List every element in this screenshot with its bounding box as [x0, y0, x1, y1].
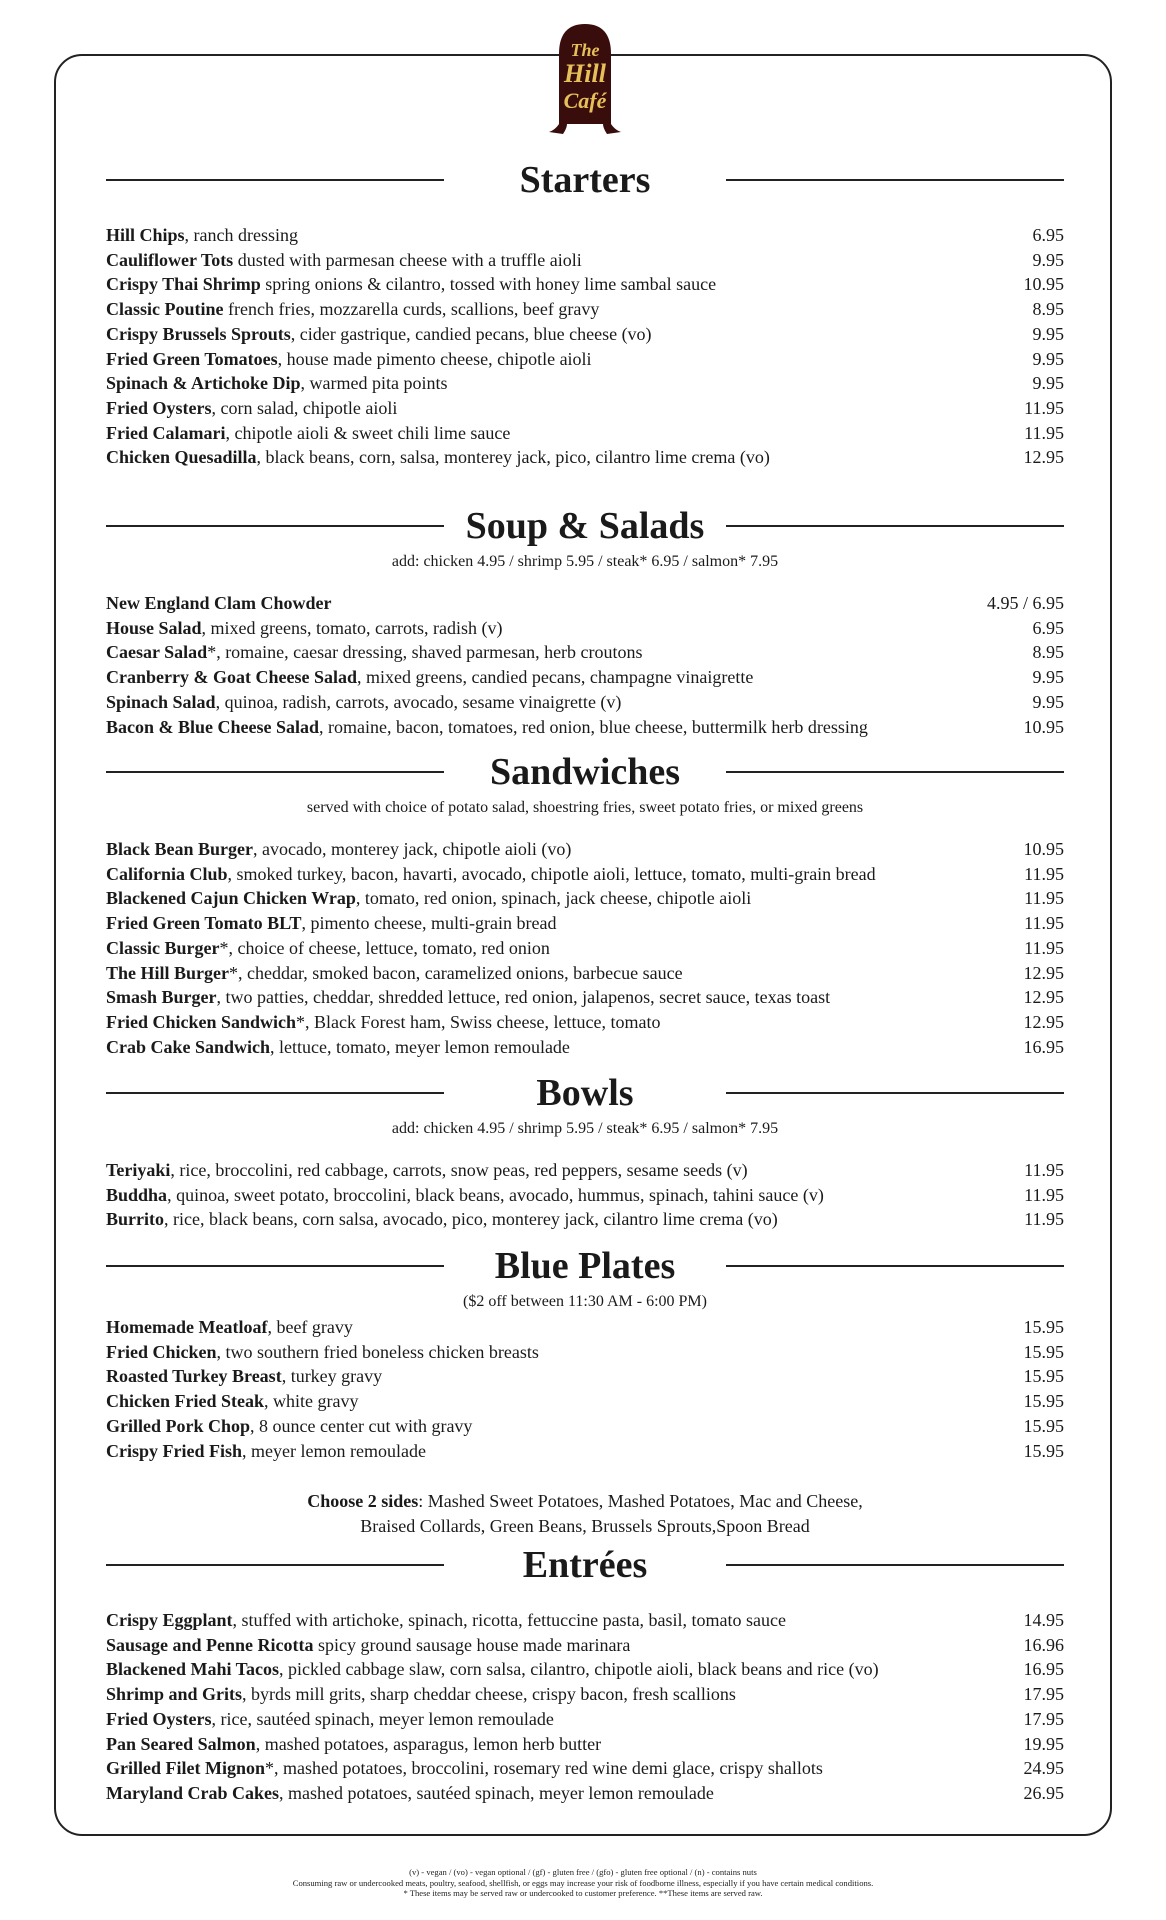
menu-item-price: 15.95 — [1023, 1415, 1064, 1436]
menu-item — [106, 272, 1064, 297]
divider-rule — [726, 771, 1064, 773]
sides-note — [106, 1489, 1064, 1538]
menu-item-text — [106, 1732, 601, 1757]
menu-item — [106, 886, 1064, 911]
menu-item-description: , mashed potatoes, asparagus, lemon herb butter — [255, 1733, 602, 1754]
section-sandwiches — [106, 749, 1064, 1059]
menu-item-text — [106, 1633, 630, 1658]
menu-item-description: , stuffed with artichoke, spinach, ricotta, fettuccine pasta, basil, tomato sauce — [232, 1610, 787, 1630]
section-bowls — [106, 1070, 1064, 1232]
section-entrees — [106, 1542, 1064, 1806]
menu-item-description: , tomato, red onion, spinach, jack cheese, chipotle aioli — [355, 888, 752, 909]
menu-item — [106, 421, 1064, 446]
menu-item-name: Blackened Cajun Chicken Wrap — [106, 888, 356, 909]
menu-item-text — [106, 1340, 539, 1365]
hill-cafe-logo — [545, 20, 625, 138]
menu-item-text — [106, 837, 571, 862]
item-list — [106, 223, 1064, 470]
menu-item-name: Fried Calamari — [106, 422, 226, 443]
menu-item-text — [106, 1756, 823, 1781]
menu-item-name: Bacon & Blue Cheese Salad — [106, 716, 320, 737]
menu-item — [106, 1707, 1064, 1732]
menu-item-name: Pan Seared Salmon — [106, 1733, 256, 1754]
menu-item — [106, 837, 1064, 862]
menu-item-name: Chicken Fried Steak — [106, 1391, 265, 1412]
menu-item-name: Fried Green Tomatoes — [106, 348, 278, 369]
menu-item-text — [106, 347, 592, 372]
menu-item-description: *, cheddar, smoked bacon, caramelized onions, barbecue sauce — [229, 962, 683, 983]
menu-item-description: , rice, black beans, corn salsa, avocado, pico, monterey jack, cilantro lime crema (vo) — [164, 1209, 778, 1230]
menu-item-text — [106, 616, 502, 641]
section-header — [106, 1542, 1064, 1588]
menu-item-text — [106, 1707, 554, 1732]
menu-item-description: , beef gravy — [267, 1317, 353, 1337]
menu-item-description: , pimento cheese, multi-grain bread — [301, 913, 557, 934]
divider-rule — [106, 179, 444, 181]
footer-raw-note: * These items may be served raw or undercooked to customer preference. **These items are served raw. — [403, 1888, 763, 1898]
menu-item-text — [106, 961, 683, 986]
menu-item-text — [106, 1035, 570, 1060]
menu-item — [106, 1732, 1064, 1757]
menu-item-text — [106, 248, 582, 273]
menu-item-name: New England Clam Chowder — [106, 593, 332, 613]
menu-item-price: 9.95 — [1032, 249, 1064, 270]
menu-item-text — [106, 1207, 778, 1232]
menu-item-description: , pickled cabbage slaw, corn salsa, cilantro, chipotle aioli, black beans and rice (vo) — [279, 1659, 879, 1680]
menu-item-price: 9.95 — [1032, 323, 1064, 344]
menu-item-description: , two southern fried boneless chicken breasts — [216, 1341, 539, 1362]
menu-item-text — [106, 1315, 353, 1340]
menu-item-text — [106, 690, 621, 715]
menu-item — [106, 1657, 1064, 1682]
menu-item-name: Cauliflower Tots — [106, 249, 234, 270]
menu-item-name: Grilled Pork Chop — [106, 1415, 251, 1436]
sides-label: Choose 2 sides — [307, 1491, 419, 1512]
section-blue-plates — [106, 1243, 1064, 1538]
menu-item — [106, 1389, 1064, 1414]
menu-item-name: California Club — [106, 863, 228, 884]
menu-item-description: , avocado, monterey jack, chipotle aioli (vo) — [253, 839, 572, 859]
menu-item-description: *, romaine, caesar dressing, shaved parmesan, herb croutons — [207, 642, 643, 663]
menu-item — [106, 1439, 1064, 1464]
menu-item-price: 11.95 — [1024, 863, 1064, 884]
menu-item-description: , romaine, bacon, tomatoes, red onion, blue cheese, buttermilk herb dressing — [319, 716, 868, 737]
menu-item-description: , mashed potatoes, sautéed spinach, meyer lemon remoulade — [279, 1782, 714, 1803]
menu-item-name: Spinach & Artichoke Dip — [106, 373, 301, 394]
divider-rule — [726, 525, 1064, 527]
logo-line-3: Café — [563, 88, 607, 113]
menu-item-text — [106, 396, 397, 421]
menu-item — [106, 1010, 1064, 1035]
divider-rule — [726, 1564, 1064, 1566]
menu-item-description: , quinoa, sweet potato, broccolini, black beans, avocado, hummus, spinach, tahini sauce (v) — [167, 1184, 824, 1205]
menu-item-price: 26.95 — [1023, 1782, 1064, 1803]
item-list — [106, 1158, 1064, 1232]
menu-item-description: french fries, mozzarella curds, scallions, beef gravy — [223, 299, 600, 320]
menu-item-name: Crab Cake Sandwich — [106, 1036, 271, 1057]
menu-item-name: Fried Oysters — [106, 397, 212, 418]
section-title: Entrées — [522, 1544, 648, 1586]
menu-item-name: Maryland Crab Cakes — [106, 1782, 280, 1803]
menu-item-name: Spinach Salad — [106, 691, 216, 712]
menu-item — [106, 1364, 1064, 1389]
menu-item-name: Roasted Turkey Breast — [106, 1366, 282, 1387]
menu-item-text — [106, 911, 556, 936]
menu-item-name: Hill Chips — [106, 225, 185, 245]
menu-item-description: , ranch dressing — [184, 225, 298, 245]
menu-item-text — [106, 297, 599, 322]
menu-item — [106, 1608, 1064, 1633]
footer-warning: Consuming raw or undercooked meats, poultry, seafood, shellfish, or eggs may increase your risk of foodborne illness, especially if you have certain medical conditions. — [292, 1877, 874, 1888]
menu-item-text — [106, 591, 332, 616]
section-title: Bowls — [536, 1072, 634, 1114]
menu-item-text — [106, 1608, 786, 1633]
menu-item-price: 11.95 — [1024, 1209, 1064, 1230]
divider-rule — [726, 1265, 1064, 1267]
menu-item-text — [106, 1657, 879, 1682]
menu-item-name: Homemade Meatloaf — [106, 1317, 268, 1337]
menu-item — [106, 961, 1064, 986]
footer-legend: (v) - vegan / (vo) - vegan optional / (gf) - gluten free / (gfo) - gluten free optional / (n) - contains nuts — [409, 1867, 757, 1877]
menu-item-description: , chipotle aioli & sweet chili lime sauce — [225, 422, 511, 443]
menu-item-description: spring onions & cilantro, tossed with honey lime sambal sauce — [260, 274, 717, 295]
section-subtitle: ($2 off between 11:30 AM - 6:00 PM) — [463, 1293, 707, 1310]
menu-item-price: 24.95 — [1023, 1758, 1064, 1779]
section-header — [106, 1070, 1064, 1116]
menu-item-price: 14.95 — [1023, 1610, 1064, 1630]
menu-item-price: 11.95 — [1024, 1160, 1064, 1180]
section-title: Soup & Salads — [465, 505, 705, 547]
menu-item-name: The Hill Burger — [106, 962, 229, 983]
menu-item-description: , rice, sautéed spinach, meyer lemon remoulade — [211, 1708, 554, 1729]
menu-item — [106, 715, 1064, 740]
sides-line-2: Braised Collards, Green Beans, Brussels Sprouts,Spoon Bread — [360, 1515, 810, 1536]
menu-item-price: 16.95 — [1023, 1659, 1064, 1680]
section-title: Blue Plates — [494, 1245, 676, 1287]
divider-rule — [106, 1564, 444, 1566]
menu-item — [106, 1207, 1064, 1232]
menu-item — [106, 1414, 1064, 1439]
divider-rule — [726, 179, 1064, 181]
menu-item — [106, 445, 1064, 470]
divider-rule — [106, 1092, 444, 1094]
menu-item — [106, 911, 1064, 936]
menu-item — [106, 616, 1064, 641]
menu-item-text — [106, 1389, 359, 1414]
menu-item-price: 8.95 — [1032, 299, 1064, 320]
section-starters — [106, 157, 1064, 470]
menu-item-price: 9.95 — [1032, 373, 1064, 394]
menu-item-price: 4.95 / 6.95 — [986, 593, 1064, 613]
divider-rule — [726, 1092, 1064, 1094]
menu-item-name: Fried Green Tomato BLT — [106, 913, 302, 934]
menu-item-description: , warmed pita points — [300, 373, 448, 394]
menu-item-name: Grilled Filet Mignon — [106, 1758, 265, 1779]
footer-notes — [0, 1867, 1166, 1899]
menu-item — [106, 1183, 1064, 1208]
menu-item — [106, 665, 1064, 690]
menu-item-name: Sausage and Penne Ricotta — [106, 1634, 314, 1655]
menu-item-price: 11.95 — [1024, 422, 1064, 443]
menu-item-description: , quinoa, radish, carrots, avocado, sesame vinaigrette (v) — [215, 691, 622, 712]
menu-item-name: Teriyaki — [106, 1160, 171, 1180]
menu-item-text — [106, 1183, 824, 1208]
menu-item — [106, 1158, 1064, 1183]
menu-item-price: 9.95 — [1032, 667, 1064, 688]
section-soup-salads — [106, 503, 1064, 739]
menu-item-text — [106, 985, 830, 1010]
item-list — [106, 1315, 1064, 1463]
menu-item-description: , rice, broccolini, red cabbage, carrots, snow peas, red peppers, sesame seeds (v) — [170, 1160, 748, 1180]
menu-item-text — [106, 1158, 748, 1183]
menu-item-price: 10.95 — [1023, 274, 1064, 295]
menu-item — [106, 1315, 1064, 1340]
menu-item — [106, 862, 1064, 887]
menu-item-text — [106, 1682, 736, 1707]
menu-item-name: Fried Chicken — [106, 1341, 217, 1362]
divider-rule — [106, 1265, 444, 1267]
menu-item-price: 6.95 — [1032, 617, 1064, 638]
menu-item-price: 6.95 — [1032, 225, 1064, 245]
menu-item-description: , meyer lemon remoulade — [242, 1440, 426, 1461]
menu-item-price: 12.95 — [1023, 447, 1064, 468]
menu-item-name: Crispy Thai Shrimp — [106, 274, 261, 295]
menu-item — [106, 591, 1064, 616]
section-header — [106, 503, 1064, 549]
menu-item — [106, 1035, 1064, 1060]
menu-item-text — [106, 421, 510, 446]
menu-item-price: 19.95 — [1023, 1733, 1064, 1754]
menu-item-text — [106, 1781, 714, 1806]
menu-item-description: *, Black Forest ham, Swiss cheese, lettuce, tomato — [296, 1011, 661, 1032]
menu-item-price: 10.95 — [1023, 716, 1064, 737]
menu-item-description: *, choice of cheese, lettuce, tomato, red onion — [219, 937, 550, 958]
menu-item-description: , smoked turkey, bacon, havarti, avocado, chipotle aioli, lettuce, tomato, multi-grain bread — [227, 863, 876, 884]
menu-item-text — [106, 223, 298, 248]
menu-item-description: *, mashed potatoes, broccolini, rosemary red wine demi glace, crispy shallots — [265, 1758, 823, 1779]
item-list — [106, 1608, 1064, 1806]
menu-item-price: 11.95 — [1024, 937, 1064, 958]
menu-item-text — [106, 1414, 472, 1439]
menu-item — [106, 936, 1064, 961]
menu-item-description: , house made pimento cheese, chipotle aioli — [277, 348, 592, 369]
menu-item — [106, 322, 1064, 347]
menu-item — [106, 347, 1064, 372]
section-title: Starters — [519, 159, 651, 201]
menu-item — [106, 640, 1064, 665]
menu-item-name: Cranberry & Goat Cheese Salad — [106, 667, 357, 688]
item-list — [106, 837, 1064, 1059]
menu-item-price: 15.95 — [1023, 1366, 1064, 1387]
menu-item-description: , turkey gravy — [281, 1366, 383, 1387]
menu-item-text — [106, 936, 550, 961]
menu-item-text — [106, 886, 751, 911]
menu-item-text — [106, 862, 876, 887]
menu-item-price: 17.95 — [1023, 1684, 1064, 1705]
menu-item-name: Buddha — [106, 1184, 168, 1205]
menu-item-price: 15.95 — [1023, 1341, 1064, 1362]
menu-item-price: 12.95 — [1023, 962, 1064, 983]
section-subtitle: served with choice of potato salad, shoestring fries, sweet potato fries, or mixed greens — [306, 799, 864, 816]
divider-rule — [106, 771, 444, 773]
menu-item — [106, 223, 1064, 248]
menu-item-text — [106, 322, 652, 347]
section-header — [106, 1243, 1064, 1289]
menu-item-price: 15.95 — [1023, 1391, 1064, 1412]
menu-item-description: , byrds mill grits, sharp cheddar cheese, crispy bacon, fresh scallions — [242, 1684, 736, 1705]
menu-item — [106, 985, 1064, 1010]
menu-item-name: House Salad — [106, 617, 202, 638]
menu-item-description: , black beans, corn, salsa, monterey jack, pico, cilantro lime crema (vo) — [256, 447, 770, 468]
divider-rule — [106, 525, 444, 527]
menu-item-description: spicy ground sausage house made marinara — [313, 1634, 631, 1655]
menu-item-name: Blackened Mahi Tacos — [106, 1659, 280, 1680]
menu-item — [106, 1340, 1064, 1365]
menu-item-name: Black Bean Burger — [106, 839, 253, 859]
menu-item-name: Chicken Quesadilla — [106, 447, 257, 468]
menu-item-price: 10.95 — [1023, 839, 1064, 859]
menu-item-price: 11.95 — [1024, 913, 1064, 934]
menu-item-text — [106, 1364, 382, 1389]
menu-item-name: Classic Poutine — [106, 299, 224, 320]
menu-item-price: 15.95 — [1023, 1440, 1064, 1461]
menu-item-name: Fried Oysters — [106, 1708, 212, 1729]
menu-item-price: 16.96 — [1023, 1634, 1064, 1655]
menu-item-name: Crispy Eggplant — [106, 1610, 233, 1630]
menu-item-text — [106, 1010, 660, 1035]
menu-item-text — [106, 640, 643, 665]
menu-item-name: Crispy Fried Fish — [106, 1440, 243, 1461]
menu-item — [106, 396, 1064, 421]
menu-item-text — [106, 371, 448, 396]
section-header — [106, 157, 1064, 203]
section-subtitle: add: chicken 4.95 / shrimp 5.95 / steak* 6.95 / salmon* 7.95 — [391, 553, 779, 570]
menu-item — [106, 297, 1064, 322]
menu-item — [106, 248, 1064, 273]
menu-item-name: Classic Burger — [106, 937, 220, 958]
menu-item — [106, 1781, 1064, 1806]
menu-item — [106, 371, 1064, 396]
menu-item-price: 11.95 — [1024, 888, 1064, 909]
menu-item-text — [106, 272, 716, 297]
logo-line-2: Hill — [564, 59, 606, 88]
menu-item-description: , two patties, cheddar, shredded lettuce, red onion, jalapenos, secret sauce, texas toast — [216, 987, 831, 1008]
menu-item — [106, 1756, 1064, 1781]
menu-item — [106, 1682, 1064, 1707]
menu-item-name: Caesar Salad — [106, 642, 208, 663]
menu-item-name: Fried Chicken Sandwich — [106, 1011, 297, 1032]
menu-item-description: , mixed greens, candied pecans, champagne vinaigrette — [356, 667, 754, 688]
section-header — [106, 749, 1064, 795]
menu-item-name: Crispy Brussels Sprouts — [106, 323, 291, 344]
logo-line-1: The — [570, 40, 600, 60]
menu-item-description: , white gravy — [264, 1391, 359, 1412]
menu-item-price: 16.95 — [1023, 1036, 1064, 1057]
menu-item-price: 12.95 — [1023, 987, 1064, 1008]
menu-item-price: 11.95 — [1024, 1184, 1064, 1205]
menu-item-price: 9.95 — [1032, 348, 1064, 369]
menu-item-price: 9.95 — [1032, 691, 1064, 712]
menu-item-description: , 8 ounce center cut with gravy — [250, 1415, 473, 1436]
menu-item-text — [106, 665, 753, 690]
menu-item-name: Burrito — [106, 1209, 164, 1230]
menu-item-description: , cider gastrique, candied pecans, blue cheese (vo) — [290, 323, 652, 344]
menu-item-text — [106, 1439, 426, 1464]
menu-item-text — [106, 445, 770, 470]
menu-item-description: dusted with parmesan cheese with a truffle aioli — [233, 249, 582, 270]
menu-item-price: 11.95 — [1024, 397, 1064, 418]
sides-line-1: : Mashed Sweet Potatoes, Mashed Potatoes, Mac and Cheese, — [418, 1491, 863, 1512]
menu-item-price: 12.95 — [1023, 1011, 1064, 1032]
menu-item-name: Smash Burger — [106, 987, 217, 1008]
menu-item-description: , mixed greens, tomato, carrots, radish (v) — [201, 617, 503, 638]
menu-item-text — [106, 715, 868, 740]
menu-item-description: , lettuce, tomato, meyer lemon remoulade — [270, 1036, 570, 1057]
menu-item-price: 17.95 — [1023, 1708, 1064, 1729]
item-list — [106, 591, 1064, 739]
menu-item — [106, 690, 1064, 715]
section-subtitle: add: chicken 4.95 / shrimp 5.95 / steak* 6.95 / salmon* 7.95 — [391, 1120, 779, 1137]
menu-item — [106, 1633, 1064, 1658]
menu-item-price: 15.95 — [1023, 1317, 1064, 1337]
menu-item-name: Shrimp and Grits — [106, 1684, 243, 1705]
section-title: Sandwiches — [489, 751, 681, 793]
menu-item-price: 8.95 — [1032, 642, 1064, 663]
menu-item-description: , corn salad, chipotle aioli — [211, 397, 398, 418]
